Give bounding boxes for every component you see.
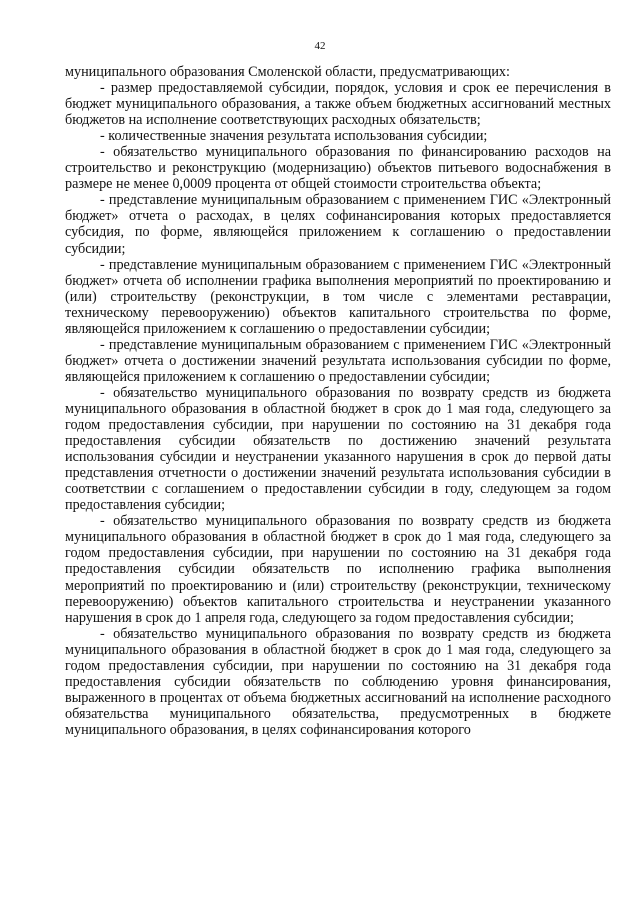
paragraph: - представление муниципальным образованием с применением ГИС «Электронный бюджет» отчета о достижении значений результата использования субсидии по форме, являющейся приложением к соглашению о предоставлении субсидии; — [65, 336, 611, 385]
paragraph: - обязательство муниципального образования по возврату средств из бюджета муниципального образования в областной бюджет в срок до 1 мая года, следующего за годом предоставления субсидии, при нарушении по состоянию на 31 декабря года предоставления субсидии обязательств по исполнению графика выполнения мероприятий по проектированию и (или) строительству (реконструкции, техническому перевооружению) объектов капитального строительства и неустранении указанного нарушения в срок до 1 апреля года, следующего за годом предоставления субсидии; — [65, 513, 611, 626]
paragraph: - количественные значения результата использования субсидии; — [100, 128, 488, 145]
document-body — [65, 64, 611, 738]
paragraph: - размер предоставляемой субсидии, порядок, условия и срок ее перечисления в бюджет муниципального образования, а также объем бюджетных ассигнований местных бюджетов на исполнение соответствующих расходных обязательств; — [65, 80, 611, 129]
paragraph: - представление муниципальным образованием с применением ГИС «Электронный бюджет» отчета об исполнении графика выполнения мероприятий по проектированию и (или) строительству (реконструкции, в том числе с элементами реставрации, техническому перевооружению) объектов капитального строительства по форме, являющейся приложением к соглашению о предоставлении субсидии; — [65, 256, 611, 337]
page-number: 42 — [314, 40, 326, 52]
paragraph: - представление муниципальным образованием с применением ГИС «Электронный бюджет» отчета о расходах, в целях софинансирования которых предоставляется субсидия, по форме, являющейся приложением к соглашению о предоставлении субсидии; — [65, 192, 611, 257]
paragraph: - обязательство муниципального образования по финансированию расходов на строительство и реконструкцию (модернизацию) объектов питьевого водоснабжения в размере не менее 0,0009 процента от общей стоимости строительства объекта; — [65, 144, 611, 193]
paragraph: - обязательство муниципального образования по возврату средств из бюджета муниципального образования в областной бюджет в срок до 1 мая года, следующего за годом предоставления субсидии, при нарушении по состоянию на 31 декабря года предоставления субсидии обязательств по достижению значений результата использования субсидии и неустранении указанного нарушения в срок до первой даты представления отчетности о достижении значений результата использования субсидии в соответствии с соглашением о предоставлении субсидии в году, следующем за годом предоставления субсидии; — [65, 384, 611, 514]
paragraph: муниципального образования Смоленской области, предусматривающих: — [65, 64, 510, 80]
paragraph: - обязательство муниципального образования по возврату средств из бюджета муниципального образования в областной бюджет в срок до 1 мая года, следующего за годом предоставления субсидии, при нарушении по состоянию на 31 декабря года предоставления субсидии обязательств по соблюдению уровня финансирования, выраженного в процентах от объема бюджетных ассигнований на исполнение расходного обязательства муниципального обязательства, предусмотренных в бюджете муниципального образования, в целях софинансирования которого — [65, 625, 611, 738]
